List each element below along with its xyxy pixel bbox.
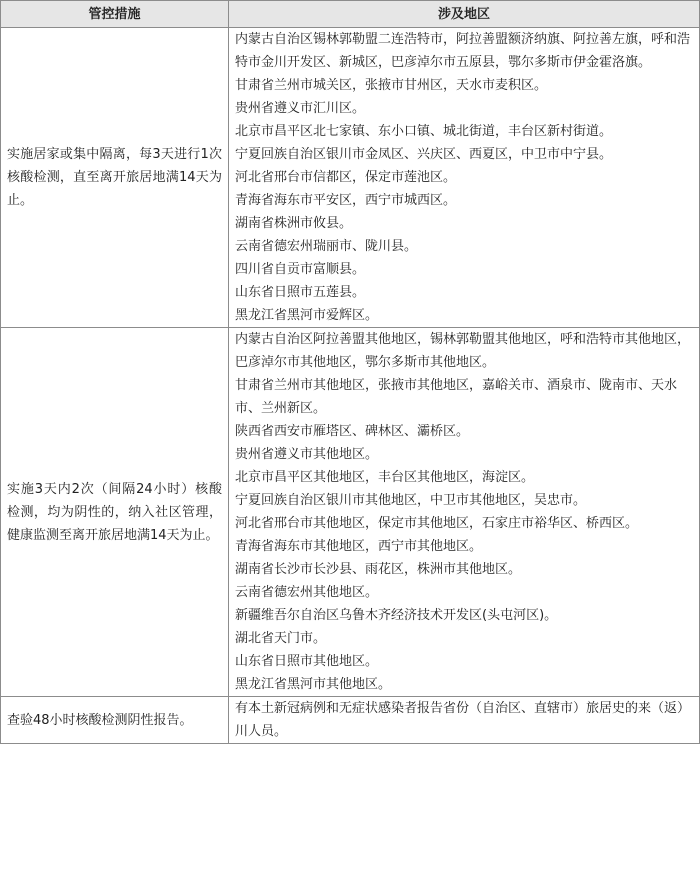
region-line: 山东省日照市其他地区。 xyxy=(235,654,379,669)
region-line: 甘肃省兰州市其他地区，张掖市其他地区，嘉峪关市、酒泉市、陇南市、天水市、兰州新区。 xyxy=(235,378,678,416)
measure-cell: 实施居家或集中隔离，每3天进行1次核酸检测，直至离开旅居地满14天为止。 xyxy=(1,28,229,328)
regions-cell xyxy=(229,328,700,697)
header-regions: 涉及地区 xyxy=(229,1,700,28)
region-line: 湖南省株洲市攸县。 xyxy=(235,216,353,231)
table-row xyxy=(1,328,700,697)
table-header-row xyxy=(1,1,700,28)
region-line: 内蒙古自治区阿拉善盟其他地区，锡林郭勒盟其他地区，呼和浩特市其他地区，巴彦淖尔市其他地区，鄂尔多斯市其他地区。 xyxy=(235,332,691,370)
region-line: 湖南省长沙市长沙县、雨花区，株洲市其他地区。 xyxy=(235,562,522,577)
region-line: 四川省自贡市富顺县。 xyxy=(235,262,366,277)
region-line: 黑龙江省黑河市爱辉区。 xyxy=(235,308,379,323)
region-line: 湖北省天门市。 xyxy=(235,631,327,646)
region-line: 河北省邢台市其他地区，保定市其他地区，石家庄市裕华区、桥西区。 xyxy=(235,516,639,531)
region-line: 有本土新冠病例和无症状感染者报告省份（自治区、直辖市）旅居史的来（返）川人员。 xyxy=(235,701,691,739)
region-line: 内蒙古自治区锡林郭勒盟二连浩特市，阿拉善盟额济纳旗、阿拉善左旗，呼和浩特市金川开发区、新城区，巴彦淖尔市五原县，鄂尔多斯市伊金霍洛旗。 xyxy=(235,32,691,70)
region-line: 黑龙江省黑河市其他地区。 xyxy=(235,677,392,692)
header-measure: 管控措施 xyxy=(1,1,229,28)
regions-cell xyxy=(229,28,700,328)
region-line: 青海省海东市平安区，西宁市城西区。 xyxy=(235,193,457,208)
region-line: 新疆维吾尔自治区乌鲁木齐经济技术开发区(头屯河区)。 xyxy=(235,608,558,623)
table-row xyxy=(1,28,700,328)
region-line: 甘肃省兰州市城关区，张掖市甘州区，天水市麦积区。 xyxy=(235,78,548,93)
region-line: 青海省海东市其他地区，西宁市其他地区。 xyxy=(235,539,483,554)
region-line: 北京市昌平区北七家镇、东小口镇、城北街道，丰台区新村街道。 xyxy=(235,124,613,139)
measure-cell: 查验48小时核酸检测阴性报告。 xyxy=(1,697,229,744)
region-line: 山东省日照市五莲县。 xyxy=(235,285,366,300)
table-row xyxy=(1,697,700,744)
region-line: 陕西省西安市雁塔区、碑林区、灞桥区。 xyxy=(235,424,470,439)
region-line: 河北省邢台市信都区，保定市莲池区。 xyxy=(235,170,457,185)
region-line: 贵州省遵义市其他地区。 xyxy=(235,447,379,462)
region-line: 贵州省遵义市汇川区。 xyxy=(235,101,366,116)
region-line: 宁夏回族自治区银川市金凤区、兴庆区、西夏区，中卫市中宁县。 xyxy=(235,147,613,162)
region-line: 云南省德宏州其他地区。 xyxy=(235,585,379,600)
region-line: 云南省德宏州瑞丽市、陇川县。 xyxy=(235,239,418,254)
region-line: 北京市昌平区其他地区，丰台区其他地区，海淀区。 xyxy=(235,470,535,485)
regions-cell xyxy=(229,697,700,744)
region-line: 宁夏回族自治区银川市其他地区，中卫市其他地区，吴忠市。 xyxy=(235,493,587,508)
measure-cell: 实施3天内2次（间隔24小时）核酸检测，均为阴性的，纳入社区管理，健康监测至离开旅居地满14天为止。 xyxy=(1,328,229,697)
